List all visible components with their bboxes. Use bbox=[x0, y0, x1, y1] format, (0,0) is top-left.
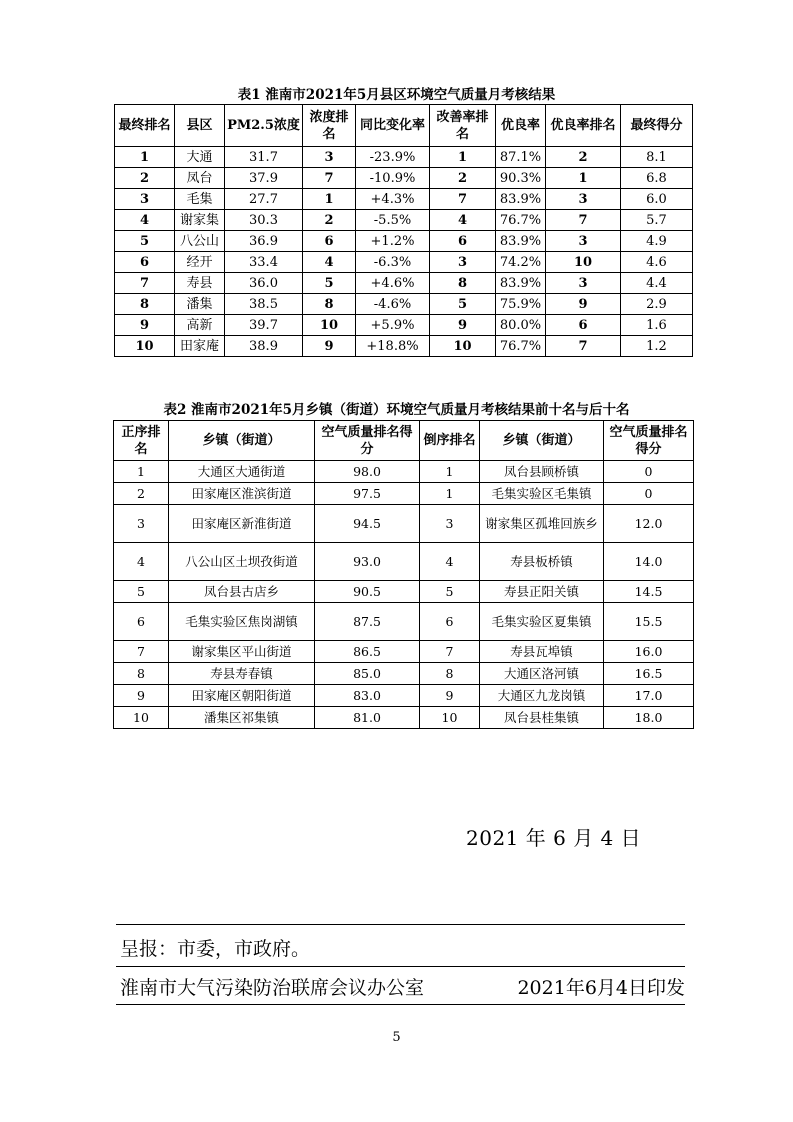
table-row bbox=[115, 294, 693, 315]
table-cell: 寿县瓦埠镇 bbox=[480, 641, 604, 663]
table-cell: 81.0 bbox=[315, 707, 420, 729]
table-cell: 潘集区祁集镇 bbox=[169, 707, 315, 729]
table-cell: 97.5 bbox=[315, 483, 420, 505]
table-cell: 31.7 bbox=[225, 147, 303, 168]
page-number: 5 bbox=[392, 1030, 401, 1045]
table-cell: 90.3% bbox=[496, 168, 546, 189]
table-cell: 4 bbox=[303, 252, 356, 273]
column-header: PM2.5浓度 bbox=[225, 105, 303, 147]
table-cell: 4 bbox=[115, 210, 175, 231]
table-cell: 3 bbox=[114, 505, 169, 543]
column-header: 正序排名 bbox=[114, 421, 169, 461]
issue-date: 2021年6月4日印发 bbox=[517, 977, 685, 999]
table-cell: 87.5 bbox=[315, 603, 420, 641]
table-cell: 寿县正阳关镇 bbox=[480, 581, 604, 603]
table-cell: 8 bbox=[303, 294, 356, 315]
table-cell: 4 bbox=[420, 543, 480, 581]
table-row bbox=[114, 543, 694, 581]
table-cell: 5 bbox=[430, 294, 496, 315]
table-cell: 85.0 bbox=[315, 663, 420, 685]
table-cell: 9 bbox=[114, 685, 169, 707]
table-cell: 谢家集区平山街道 bbox=[169, 641, 315, 663]
table-row bbox=[115, 252, 693, 273]
table-cell: 大通区大通街道 bbox=[169, 461, 315, 483]
table-cell: 98.0 bbox=[315, 461, 420, 483]
column-header: 乡镇（街道） bbox=[480, 421, 604, 461]
table-cell: 6 bbox=[115, 252, 175, 273]
table2-caption: 表2 淮南市2021年5月乡镇（街道）环境空气质量月考核结果前十名与后十名 bbox=[163, 402, 630, 418]
table-row bbox=[114, 685, 694, 707]
table-cell: 4 bbox=[430, 210, 496, 231]
table-row bbox=[114, 707, 694, 729]
table-row bbox=[115, 273, 693, 294]
column-header: 乡镇（街道） bbox=[169, 421, 315, 461]
table-cell: 0 bbox=[604, 461, 694, 483]
table-cell: 0 bbox=[604, 483, 694, 505]
table-cell: 10 bbox=[430, 336, 496, 357]
table-cell: 17.0 bbox=[604, 685, 694, 707]
table-cell: +18.8% bbox=[356, 336, 430, 357]
table-cell: 39.7 bbox=[225, 315, 303, 336]
table-cell: 1.2 bbox=[621, 336, 693, 357]
table-cell: 27.7 bbox=[225, 189, 303, 210]
table-cell: 田家庵区新淮街道 bbox=[169, 505, 315, 543]
township-ranking-table bbox=[113, 420, 694, 729]
table-cell: 86.5 bbox=[315, 641, 420, 663]
table-cell: 大通区九龙岗镇 bbox=[480, 685, 604, 707]
table-cell: 36.0 bbox=[225, 273, 303, 294]
table-cell: 凤台 bbox=[175, 168, 225, 189]
table-cell: 9 bbox=[420, 685, 480, 707]
table-cell: 4 bbox=[114, 543, 169, 581]
table-cell: -5.5% bbox=[356, 210, 430, 231]
table-cell: 93.0 bbox=[315, 543, 420, 581]
table-row bbox=[114, 581, 694, 603]
table-row bbox=[114, 461, 694, 483]
table-cell: 寿县板桥镇 bbox=[480, 543, 604, 581]
table-cell: 1 bbox=[114, 461, 169, 483]
table-cell: 1 bbox=[115, 147, 175, 168]
table-cell: 田家庵区朝阳街道 bbox=[169, 685, 315, 707]
table-cell: 5.7 bbox=[621, 210, 693, 231]
table-cell: 3 bbox=[420, 505, 480, 543]
table-cell: 2.9 bbox=[621, 294, 693, 315]
column-header: 最终排名 bbox=[115, 105, 175, 147]
table-cell: -4.6% bbox=[356, 294, 430, 315]
table-cell: 10 bbox=[114, 707, 169, 729]
table-cell: 6 bbox=[114, 603, 169, 641]
table-cell: 5 bbox=[115, 231, 175, 252]
table-cell: +1.2% bbox=[356, 231, 430, 252]
table-cell: 6 bbox=[303, 231, 356, 252]
table-cell: 7 bbox=[303, 168, 356, 189]
table-cell: -10.9% bbox=[356, 168, 430, 189]
table-cell: 高新 bbox=[175, 315, 225, 336]
table-cell: 2 bbox=[114, 483, 169, 505]
table-cell: 八公山 bbox=[175, 231, 225, 252]
table-row bbox=[115, 168, 693, 189]
table-cell: 凤台县顾桥镇 bbox=[480, 461, 604, 483]
table-cell: 3 bbox=[546, 189, 621, 210]
table-cell: 7 bbox=[114, 641, 169, 663]
table-cell: 1 bbox=[303, 189, 356, 210]
table-cell: 潘集 bbox=[175, 294, 225, 315]
table-cell: 10 bbox=[303, 315, 356, 336]
table-cell: +4.6% bbox=[356, 273, 430, 294]
table-cell: 10 bbox=[420, 707, 480, 729]
table-cell: 5 bbox=[114, 581, 169, 603]
table-cell: 8.1 bbox=[621, 147, 693, 168]
table-cell: 15.5 bbox=[604, 603, 694, 641]
table-cell: 74.2% bbox=[496, 252, 546, 273]
table-cell: 8 bbox=[115, 294, 175, 315]
table-row bbox=[115, 315, 693, 336]
table-cell: +5.9% bbox=[356, 315, 430, 336]
table-cell: 大通 bbox=[175, 147, 225, 168]
table-cell: 83.9% bbox=[496, 189, 546, 210]
table-cell: 30.3 bbox=[225, 210, 303, 231]
table-cell: 14.5 bbox=[604, 581, 694, 603]
table-cell: 38.9 bbox=[225, 336, 303, 357]
table-cell: 7 bbox=[430, 189, 496, 210]
table-cell: 14.0 bbox=[604, 543, 694, 581]
table-cell: 田家庵 bbox=[175, 336, 225, 357]
divider bbox=[116, 924, 685, 925]
table-cell: 7 bbox=[546, 336, 621, 357]
table-cell: 6.8 bbox=[621, 168, 693, 189]
table-cell: 9 bbox=[303, 336, 356, 357]
table-cell: 5 bbox=[303, 273, 356, 294]
table1-caption: 表1 淮南市2021年5月县区环境空气质量月考核结果 bbox=[237, 87, 556, 103]
table-cell: 凤台县古店乡 bbox=[169, 581, 315, 603]
table-cell: 1 bbox=[420, 483, 480, 505]
table-header-row bbox=[114, 421, 694, 461]
table-cell: 12.0 bbox=[604, 505, 694, 543]
table-cell: 2 bbox=[430, 168, 496, 189]
column-header: 浓度排名 bbox=[303, 105, 356, 147]
table-cell: 4.4 bbox=[621, 273, 693, 294]
table-row bbox=[115, 210, 693, 231]
table-cell: 3 bbox=[546, 273, 621, 294]
table-cell: 谢家集 bbox=[175, 210, 225, 231]
table-cell: +4.3% bbox=[356, 189, 430, 210]
table-cell: 16.0 bbox=[604, 641, 694, 663]
document-date: 2021 年 6 月 4 日 bbox=[466, 826, 642, 850]
table-row bbox=[114, 663, 694, 685]
table-cell: 3 bbox=[546, 231, 621, 252]
county-ranking-table bbox=[114, 104, 693, 357]
column-header: 最终得分 bbox=[621, 105, 693, 147]
table-cell: 毛集实验区毛集镇 bbox=[480, 483, 604, 505]
table-cell: 36.9 bbox=[225, 231, 303, 252]
table-cell: 7 bbox=[546, 210, 621, 231]
table-cell: 76.7% bbox=[496, 210, 546, 231]
table-cell: 76.7% bbox=[496, 336, 546, 357]
table-cell: 6 bbox=[430, 231, 496, 252]
table-cell: 5 bbox=[420, 581, 480, 603]
table-cell: 八公山区土坝孜街道 bbox=[169, 543, 315, 581]
table-cell: 大通区洛河镇 bbox=[480, 663, 604, 685]
table-cell: 3 bbox=[430, 252, 496, 273]
table-cell: -6.3% bbox=[356, 252, 430, 273]
column-header: 县区 bbox=[175, 105, 225, 147]
table-row bbox=[115, 147, 693, 168]
table-cell: 8 bbox=[420, 663, 480, 685]
table-cell: 10 bbox=[115, 336, 175, 357]
table-cell: 经开 bbox=[175, 252, 225, 273]
column-header: 空气质量排名得分 bbox=[315, 421, 420, 461]
table-cell: 8 bbox=[114, 663, 169, 685]
table-cell: 2 bbox=[546, 147, 621, 168]
table-cell: 6 bbox=[546, 315, 621, 336]
table-cell: 毛集实验区夏集镇 bbox=[480, 603, 604, 641]
table-cell: 18.0 bbox=[604, 707, 694, 729]
table-cell: 2 bbox=[303, 210, 356, 231]
divider bbox=[116, 966, 685, 967]
table-cell: 83.0 bbox=[315, 685, 420, 707]
table-cell: 田家庵区淮滨街道 bbox=[169, 483, 315, 505]
column-header: 空气质量排名得分 bbox=[604, 421, 694, 461]
table-cell: 8 bbox=[430, 273, 496, 294]
table-cell: 9 bbox=[430, 315, 496, 336]
table-row bbox=[115, 231, 693, 252]
recipient-line: 呈报：市委，市政府。 bbox=[120, 938, 311, 960]
table-cell: 7 bbox=[115, 273, 175, 294]
column-header: 优良率 bbox=[496, 105, 546, 147]
table-cell: 6 bbox=[420, 603, 480, 641]
issuing-office: 淮南市大气污染防治联席会议办公室 bbox=[120, 977, 425, 999]
table-cell: 33.4 bbox=[225, 252, 303, 273]
table-cell: 毛集 bbox=[175, 189, 225, 210]
table-cell: 谢家集区孤堆回族乡 bbox=[480, 505, 604, 543]
table-cell: 9 bbox=[546, 294, 621, 315]
table-cell: 毛集实验区焦岗湖镇 bbox=[169, 603, 315, 641]
table-cell: 3 bbox=[115, 189, 175, 210]
table-cell: 10 bbox=[546, 252, 621, 273]
column-header: 优良率排名 bbox=[546, 105, 621, 147]
table-cell: 37.9 bbox=[225, 168, 303, 189]
table-row bbox=[115, 189, 693, 210]
table-cell: 1 bbox=[420, 461, 480, 483]
table-row bbox=[114, 641, 694, 663]
table-cell: 2 bbox=[115, 168, 175, 189]
table-cell: 83.9% bbox=[496, 273, 546, 294]
table-cell: 凤台县桂集镇 bbox=[480, 707, 604, 729]
table-cell: 94.5 bbox=[315, 505, 420, 543]
table-cell: -23.9% bbox=[356, 147, 430, 168]
table-cell: 83.9% bbox=[496, 231, 546, 252]
table-cell: 1 bbox=[430, 147, 496, 168]
table-cell: 38.5 bbox=[225, 294, 303, 315]
table-row bbox=[114, 505, 694, 543]
table-cell: 90.5 bbox=[315, 581, 420, 603]
table-cell: 寿县 bbox=[175, 273, 225, 294]
column-header: 同比变化率 bbox=[356, 105, 430, 147]
column-header: 倒序排名 bbox=[420, 421, 480, 461]
table-row bbox=[114, 603, 694, 641]
table-cell: 87.1% bbox=[496, 147, 546, 168]
table-cell: 6.0 bbox=[621, 189, 693, 210]
table-cell: 寿县寿春镇 bbox=[169, 663, 315, 685]
table-cell: 16.5 bbox=[604, 663, 694, 685]
divider bbox=[116, 1004, 685, 1005]
table-cell: 75.9% bbox=[496, 294, 546, 315]
column-header: 改善率排名 bbox=[430, 105, 496, 147]
table-cell: 1.6 bbox=[621, 315, 693, 336]
table-cell: 4.6 bbox=[621, 252, 693, 273]
table-cell: 7 bbox=[420, 641, 480, 663]
table-row bbox=[115, 336, 693, 357]
table-cell: 4.9 bbox=[621, 231, 693, 252]
table-cell: 80.0% bbox=[496, 315, 546, 336]
table-cell: 1 bbox=[546, 168, 621, 189]
table-header-row bbox=[115, 105, 693, 147]
table-cell: 9 bbox=[115, 315, 175, 336]
table-cell: 3 bbox=[303, 147, 356, 168]
table-row bbox=[114, 483, 694, 505]
